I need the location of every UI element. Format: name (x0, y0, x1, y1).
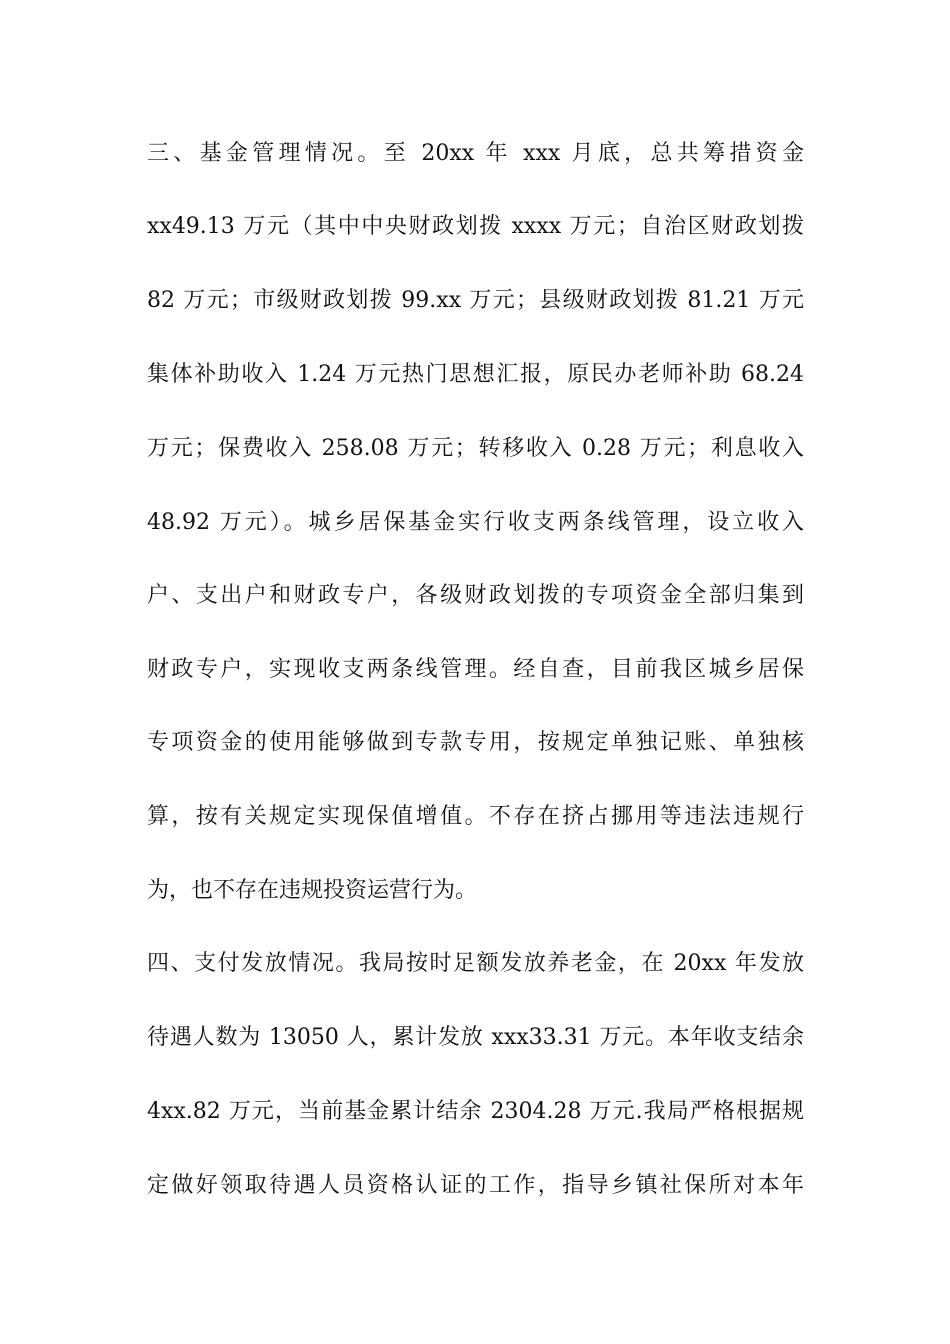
text-line-6: 48.92 万元）。城乡居保基金实行收支两条线管理，设立收入 (147, 510, 804, 535)
text-line-13: 待遇人数为 13050 人，累计发放 xxx33.31 万元。本年收支结余 (147, 1025, 804, 1050)
text-line-4: 集体补助收入 1.24 万元热门思想汇报，原民办老师补助 68.24 (147, 362, 804, 387)
text-line-14: 4xx.82 万元，当前基金累计结余 2304.28 万元.我局严格根据规 (147, 1099, 804, 1124)
text-line-3: 82 万元；市级财政划拨 99.xx 万元；县级财政划拨 81.21 万元 (147, 288, 804, 313)
text-line-2: xx49.13 万元（其中中央财政划拨 xxxx 万元；自治区财政划拨 (147, 214, 804, 239)
text-line-10: 算，按有关规定实现保值增值。不存在挤占挪用等违法违规行 (147, 804, 804, 829)
text-line-9: 专项资金的使用能够做到专款专用，按规定单独记账、单独核 (147, 730, 804, 755)
text-line-11: 为，也不存在违规投资运营行为。 (147, 878, 478, 903)
text-line-8: 财政专户，实现收支两条线管理。经自查，目前我区城乡居保 (147, 657, 804, 682)
text-line-1: 三、基金管理情况。至 20xx 年 xxx 月底，总共筹措资金 (147, 141, 804, 166)
text-line-7: 户、支出户和财政专户，各级财政划拨的专项资金全部归集到 (147, 583, 804, 608)
text-line-5: 万元；保费收入 258.08 万元；转移收入 0.28 万元；利息收入 (147, 436, 804, 461)
text-line-12: 四、支付发放情况。我局按时足额发放养老金，在 20xx 年发放 (147, 951, 804, 976)
text-line-15: 定做好领取待遇人员资格认证的工作，指导乡镇社保所对本年 (147, 1173, 804, 1198)
